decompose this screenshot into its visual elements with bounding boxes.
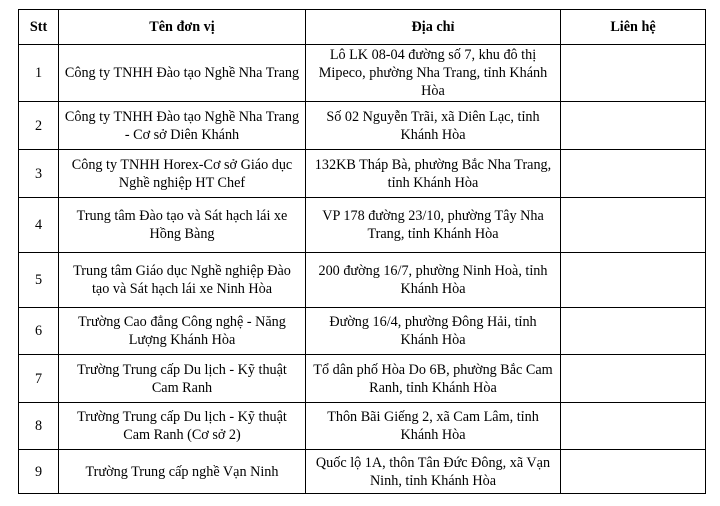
table-row [19, 150, 706, 198]
table-row [19, 198, 706, 253]
cell-unit-name: Công ty TNHH Đào tạo Nghề Nha Trang - Cơ sở Diên Khánh [59, 102, 306, 150]
cell-unit-name: Trung tâm Giáo dục Nghề nghiệp Đào tạo và Sát hạch lái xe Ninh Hòa [59, 253, 306, 308]
document-page [18, 9, 705, 494]
cell-address: Lô LK 08-04 đường số 7, khu đô thị Mipeco, phường Nha Trang, tỉnh Khánh Hòa [306, 45, 561, 102]
cell-address: 200 đường 16/7, phường Ninh Hoà, tỉnh Khánh Hòa [306, 253, 561, 308]
table-row [19, 253, 706, 308]
table-row [19, 355, 706, 403]
cell-unit-name: Trường Cao đẳng Công nghệ - Năng Lượng Khánh Hòa [59, 308, 306, 355]
cell-contact [561, 355, 706, 403]
table-row [19, 403, 706, 450]
cell-address: Số 02 Nguyễn Trãi, xã Diên Lạc, tỉnh Khánh Hòa [306, 102, 561, 150]
cell-unit-name: Trung tâm Đào tạo và Sát hạch lái xe Hồng Bàng [59, 198, 306, 253]
header-address: Địa chỉ [306, 10, 561, 45]
cell-stt: 8 [19, 403, 59, 450]
cell-contact [561, 45, 706, 102]
table-row [19, 102, 706, 150]
header-unit-name: Tên đơn vị [59, 10, 306, 45]
cell-address: 132KB Tháp Bà, phường Bắc Nha Trang, tỉnh Khánh Hòa [306, 150, 561, 198]
cell-address: Đường 16/4, phường Đông Hải, tỉnh Khánh Hòa [306, 308, 561, 355]
cell-contact [561, 308, 706, 355]
table-row [19, 45, 706, 102]
header-contact: Liên hệ [561, 10, 706, 45]
cell-unit-name: Trường Trung cấp nghề Vạn Ninh [59, 450, 306, 494]
cell-stt: 3 [19, 150, 59, 198]
table-row [19, 308, 706, 355]
cell-unit-name: Công ty TNHH Đào tạo Nghề Nha Trang [59, 45, 306, 102]
cell-unit-name: Trường Trung cấp Du lịch - Kỹ thuật Cam Ranh (Cơ sở 2) [59, 403, 306, 450]
cell-address: VP 178 đường 23/10, phường Tây Nha Trang, tỉnh Khánh Hòa [306, 198, 561, 253]
cell-contact [561, 403, 706, 450]
cell-contact [561, 198, 706, 253]
cell-unit-name: Trường Trung cấp Du lịch - Kỹ thuật Cam Ranh [59, 355, 306, 403]
cell-stt: 5 [19, 253, 59, 308]
cell-stt: 6 [19, 308, 59, 355]
table-header-row [19, 10, 706, 45]
cell-stt: 9 [19, 450, 59, 494]
training-units-table [18, 9, 706, 494]
cell-address: Quốc lộ 1A, thôn Tân Đức Đông, xã Vạn Ninh, tỉnh Khánh Hòa [306, 450, 561, 494]
table-row [19, 450, 706, 494]
cell-stt: 1 [19, 45, 59, 102]
cell-contact [561, 102, 706, 150]
cell-contact [561, 150, 706, 198]
cell-address: Thôn Bãi Giếng 2, xã Cam Lâm, tỉnh Khánh Hòa [306, 403, 561, 450]
cell-contact [561, 253, 706, 308]
cell-stt: 7 [19, 355, 59, 403]
cell-address: Tổ dân phố Hòa Do 6B, phường Bắc Cam Ranh, tỉnh Khánh Hòa [306, 355, 561, 403]
cell-stt: 4 [19, 198, 59, 253]
header-stt: Stt [19, 10, 59, 45]
cell-unit-name: Công ty TNHH Horex-Cơ sở Giáo dục Nghề nghiệp HT Chef [59, 150, 306, 198]
cell-contact [561, 450, 706, 494]
cell-stt: 2 [19, 102, 59, 150]
